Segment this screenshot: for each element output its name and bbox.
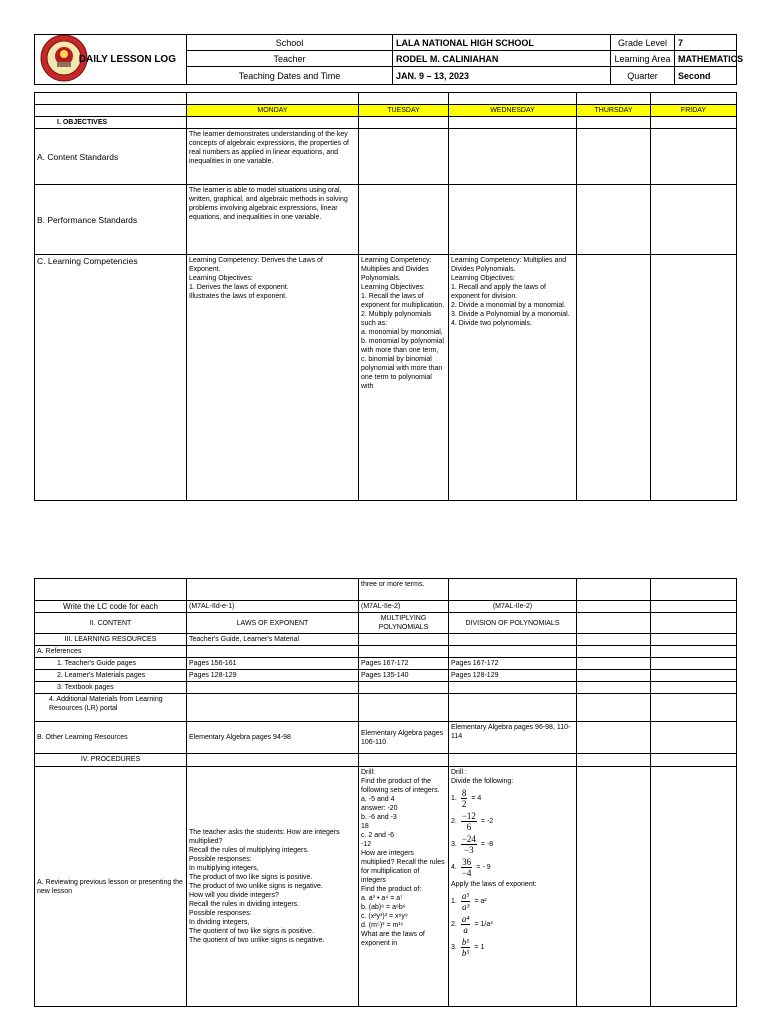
school-label: School xyxy=(187,35,393,51)
school-value: LALA NATIONAL HIGH SCHOOL xyxy=(393,35,611,51)
lc-wed-line: 2. Divide a monomial by a monomial. xyxy=(451,302,566,309)
law-number: 3. xyxy=(451,944,457,951)
textbook-pages-label: 3. Textbook pages xyxy=(35,682,187,694)
drill-numerator: 36 xyxy=(462,857,472,867)
drill-item xyxy=(451,788,574,809)
continued-tuesday: three or more terms. xyxy=(359,579,449,601)
teacher-value: RODEL M. CALINIAHAN xyxy=(393,51,611,67)
day-thursday: THURSDAY xyxy=(577,105,651,117)
learning-competencies-wednesday xyxy=(449,255,577,501)
learning-area-value: MATHEMATICS xyxy=(675,51,737,67)
drill-number: 4. xyxy=(451,864,457,871)
objectives-heading: I. OBJECTIVES xyxy=(35,117,187,129)
review-tue-line: d. (m⁵)³ = m¹⁵ xyxy=(361,922,404,929)
review-tue-line: How are integers multiplied? Recall the rules for multiplication of integers xyxy=(361,850,445,884)
lc-wed-line: 3. Divide a Polynomial by a monomial. xyxy=(451,311,570,318)
review-mon-line: The quotient of two unlike signs is negative. xyxy=(189,937,325,944)
learning-competencies-monday xyxy=(187,255,359,501)
additional-materials-label: 4. Additional Materials from Learning Resources (LR) portal xyxy=(35,694,187,722)
lc-mon-line: Learning Competency: Derives the Laws of Exponent. xyxy=(189,257,323,273)
lc-tue-line: 1. Recall the laws of exponent for multiplication. xyxy=(361,293,445,309)
law-item xyxy=(451,914,574,935)
review-tue-line: a. a³ • a⁴ = a⁷ xyxy=(361,895,403,902)
header-table xyxy=(34,34,744,85)
content-tuesday: MULTIPLYING POLYNOMIALS xyxy=(359,613,449,634)
reviewing-tuesday xyxy=(359,767,449,1007)
learning-competencies-tuesday xyxy=(359,255,449,501)
content-wednesday: DIVISION OF POLYNOMIALS xyxy=(449,613,577,634)
lc-tue-line: Learning Objectives: xyxy=(361,284,425,291)
lc-tue-line: Learning Competency: Multiplies and Divides Polynomials. xyxy=(361,257,432,282)
day-wednesday: WEDNESDAY xyxy=(449,105,577,117)
drill-fraction xyxy=(461,811,477,832)
other-resources-label: B. Other Learning Resources xyxy=(35,722,187,754)
law-item xyxy=(451,937,574,958)
drill-fraction xyxy=(461,834,477,855)
drill-result: = -2 xyxy=(480,818,494,825)
drill-denominator: 2 xyxy=(461,799,467,809)
drill-denominator: −3 xyxy=(464,845,474,855)
teaching-dates-label: Teaching Dates and Time xyxy=(187,67,393,85)
law-result: = a² xyxy=(474,898,487,905)
law-item xyxy=(451,891,574,912)
review-mon-line: The product of two like signs is positive. xyxy=(189,874,313,881)
day-friday: FRIDAY xyxy=(651,105,737,117)
other-resources-monday: Elementary Algebra pages 94-98 xyxy=(187,722,359,754)
references-label: A. References xyxy=(35,646,187,658)
review-tue-line: b. (ab)⁶ = a⁶b⁶ xyxy=(361,904,406,911)
review-tue-line: c. 2 and -6 xyxy=(361,832,395,839)
review-mon-line: Recall the rules of multiplying integers. xyxy=(189,847,309,854)
review-tue-line: Find the product of the following sets of integers. xyxy=(361,778,440,794)
lc-wed-line: Learning Competency: Multiplies and Divides Polynomials. xyxy=(451,257,567,273)
lc-tue-line: a. monomial by monomial, xyxy=(361,329,443,336)
review-mon-line: Possible responses: xyxy=(189,856,252,863)
daily-lesson-log-title: DAILY LESSON LOG xyxy=(35,35,187,85)
drill-denominator: 6 xyxy=(466,822,472,832)
drill-item xyxy=(451,834,574,855)
review-mon-line: The teacher asks the students: How are integers multiplied? xyxy=(189,829,340,845)
law-fraction xyxy=(461,891,471,912)
review-mon-line: The product of two unlike signs is negative. xyxy=(189,883,323,890)
review-mon-line: In dividing integers, xyxy=(189,919,250,926)
law-numerator: a⁴ xyxy=(461,914,470,924)
drill-item xyxy=(451,811,574,832)
drill-number: 3. xyxy=(451,841,457,848)
performance-standards-monday: The learner is able to model situations using oral, written, graphical, and algebraic methods in solving problems involving algebraic expressions, linear equations, and inequalities in one variable. xyxy=(187,185,359,255)
grade-level-value: 7 xyxy=(675,35,737,51)
law-denominator: a³ xyxy=(462,902,470,912)
content-monday: LAWS OF EXPONENT xyxy=(187,613,359,634)
law-number: 2. xyxy=(451,921,457,928)
learners-materials-wednesday: Pages 128-129 xyxy=(449,670,577,682)
lc-mon-line: Illustrates the laws of exponent. xyxy=(189,293,288,300)
review-mon-line: Possible responses: xyxy=(189,910,252,917)
procedures-heading: IV. PROCEDURES xyxy=(35,754,187,767)
lc-code-wednesday: (M7AL-IIe-2) xyxy=(449,601,577,613)
law-result: = 1/a³ xyxy=(474,921,493,928)
page-two xyxy=(0,560,768,1024)
teachers-guide-wednesday: Pages 167-172 xyxy=(449,658,577,670)
review-tue-line: a. -5 and 4 xyxy=(361,796,395,803)
drill-denominator: −4 xyxy=(461,868,472,878)
law-numerator: a⁵ xyxy=(461,891,470,901)
review-mon-line: How will you divide integers? xyxy=(189,892,279,899)
review-wed-line: Drill : xyxy=(451,769,467,776)
drill-fraction xyxy=(461,857,473,878)
reviewing-lesson-label: A. Reviewing previous lesson or presenting the new lesson xyxy=(35,767,187,1007)
apply-laws-label: Apply the laws of exponent: xyxy=(451,881,537,888)
lc-mon-line: Learning Objectives: xyxy=(189,275,253,282)
learners-materials-label: 2. Learner's Materials pages xyxy=(35,670,187,682)
drill-fraction xyxy=(461,788,468,809)
content-standards-label: A. Content Standards xyxy=(35,129,187,185)
objectives-table xyxy=(34,92,737,501)
day-tuesday: TUESDAY xyxy=(359,105,449,117)
drill-result: = -8 xyxy=(480,841,494,848)
lesson-table-continued xyxy=(34,578,737,1007)
reviewing-monday xyxy=(187,767,359,1007)
day-monday: MONDAY xyxy=(187,105,359,117)
review-wed-line: Divide the following: xyxy=(451,778,514,785)
lc-code-label: Write the LC code for each xyxy=(35,601,187,613)
teachers-guide-label: 1. Teacher's Guide pages xyxy=(35,658,187,670)
drill-item xyxy=(451,857,574,878)
performance-standards-label: B. Performance Standards xyxy=(35,185,187,255)
law-fraction xyxy=(461,937,471,958)
learning-competencies-label: C. Learning Competencies xyxy=(35,255,187,501)
law-number: 1. xyxy=(451,898,457,905)
reviewing-wednesday xyxy=(449,767,577,1007)
content-heading: II. CONTENT xyxy=(35,613,187,634)
review-tue-line: Find the product of: xyxy=(361,886,422,893)
review-tue-line: b. -6 and -3 xyxy=(361,814,397,821)
teachers-guide-monday: Pages 156-161 xyxy=(187,658,359,670)
drill-number: 1. xyxy=(451,795,457,802)
teacher-label: Teacher xyxy=(187,51,393,67)
lc-wed-line: 4. Divide two polynomials. xyxy=(451,320,532,327)
lc-tue-line: b. monomial by polynomial with more than one term, xyxy=(361,338,444,354)
review-tue-line: Drill: xyxy=(361,769,375,776)
lc-wed-line: Learning Objectives: xyxy=(451,275,515,282)
drill-numerator: −24 xyxy=(461,834,476,844)
review-mon-line: Recall the rules in dividing integers. xyxy=(189,901,300,908)
teachers-guide-tuesday: Pages 167-172 xyxy=(359,658,449,670)
learning-area-label: Learning Area xyxy=(611,51,675,67)
drill-number: 2. xyxy=(451,818,457,825)
learning-resources-monday: Teacher's Guide, Learner's Material xyxy=(187,634,359,646)
drill-result: = 4 xyxy=(471,795,482,802)
grade-level-label: Grade Level xyxy=(611,35,675,51)
lc-wed-line: 1. Recall and apply the laws of exponent for division. xyxy=(451,284,546,300)
law-numerator: b⁵ xyxy=(461,937,470,947)
learners-materials-tuesday: Pages 135-140 xyxy=(359,670,449,682)
learners-materials-monday: Pages 128-129 xyxy=(187,670,359,682)
lc-code-tuesday: (M7AL-IIe-2) xyxy=(359,601,449,613)
drill-numerator: −12 xyxy=(461,811,476,821)
review-mon-line: The quotient of two like signs is positive. xyxy=(189,928,314,935)
quarter-value: Second xyxy=(675,67,737,85)
lc-tue-line: 2. Multiply polynomials such as: xyxy=(361,311,432,327)
teaching-dates-value: JAN. 9 – 13, 2023 xyxy=(393,67,611,85)
review-tue-line: 18 xyxy=(361,823,369,830)
law-denominator: a xyxy=(463,925,468,935)
law-result: = 1 xyxy=(474,944,485,951)
content-standards-monday: The learner demonstrates understanding of the key concepts of algebraic expressions, the properties of real numbers as applied in linear equations, and inequalities in one variable. xyxy=(187,129,359,185)
review-tue-line: answer: -20 xyxy=(361,805,398,812)
drill-numerator: 8 xyxy=(461,788,467,798)
learning-resources-heading: III. LEARNING RESOURCES xyxy=(35,634,187,646)
lc-code-monday: (M7AL-IId-e-1) xyxy=(187,601,359,613)
drill-result: = - 9 xyxy=(476,864,491,871)
review-tue-line: What are the laws of exponent in xyxy=(361,931,425,947)
review-mon-line: In multiplying integers, xyxy=(189,865,259,872)
review-tue-line: -12 xyxy=(361,841,372,848)
quarter-label: Quarter xyxy=(611,67,675,85)
lc-mon-line: 1. Derives the laws of exponent. xyxy=(189,284,289,291)
law-denominator: b⁵ xyxy=(461,948,470,958)
lc-tue-line: c. binomial by binomial polynomial with more than one term to polynomial with xyxy=(361,356,443,390)
law-fraction xyxy=(461,914,471,935)
other-resources-tuesday: Elementary Algebra pages 106-110 xyxy=(359,722,449,754)
other-resources-wednesday: Elementary Algebra pages 96-98, 110-114 xyxy=(449,722,577,754)
review-tue-line: c. (x²y³)³ = x⁶y⁹ xyxy=(361,913,408,920)
